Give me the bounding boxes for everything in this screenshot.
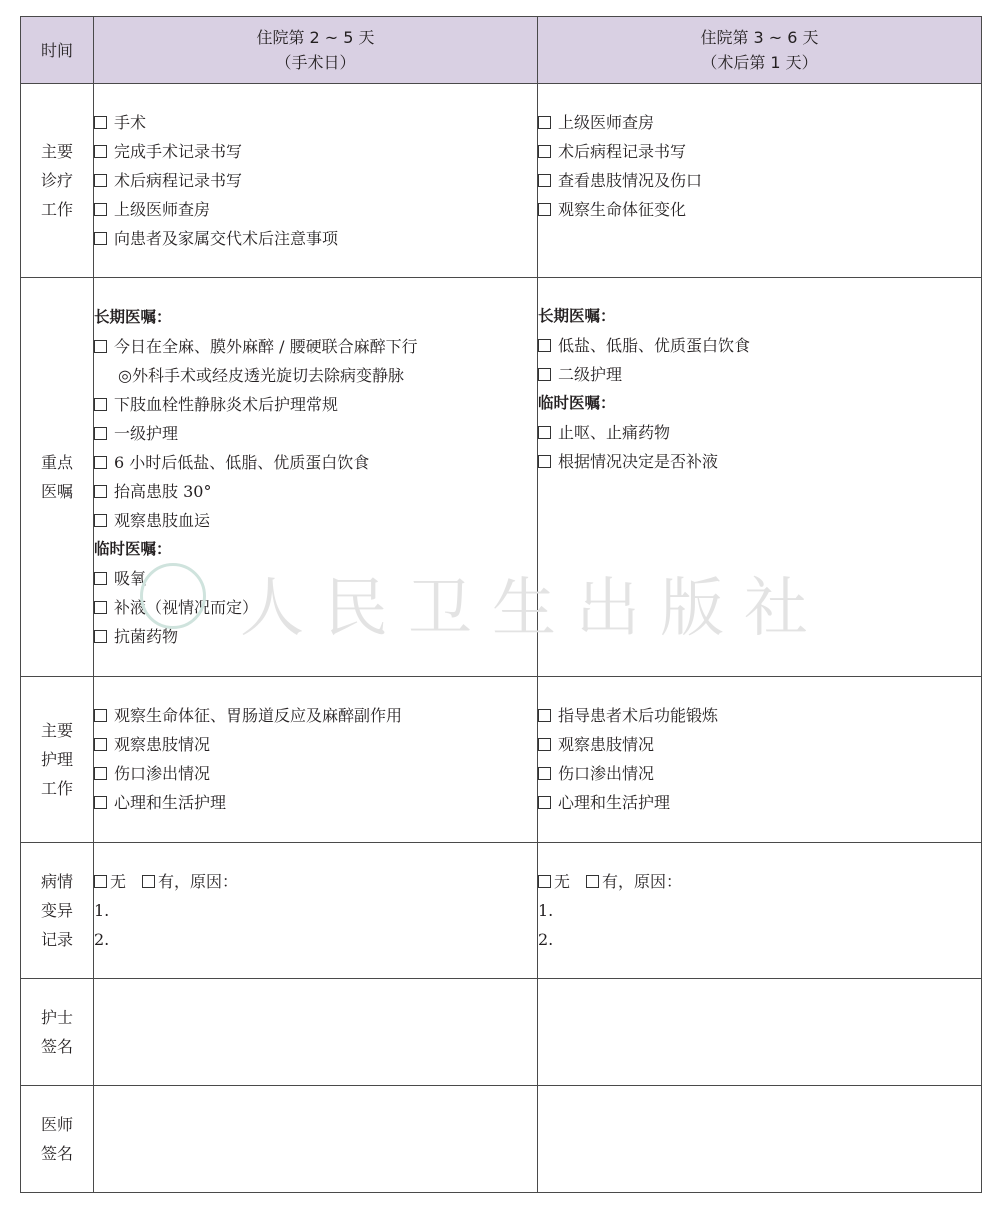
row-label-line: 医师 <box>40 1115 73 1134</box>
checklist-item[interactable] <box>94 759 537 788</box>
row-label-line: 诊疗 <box>40 171 73 190</box>
no-variation-checkbox[interactable] <box>94 875 107 888</box>
checklist-item[interactable] <box>94 506 537 535</box>
checklist-item[interactable] <box>538 418 981 447</box>
item-text: 指导患者术后功能锻炼 <box>558 706 719 725</box>
checkbox[interactable] <box>94 630 107 643</box>
main-work-col2 <box>538 84 982 278</box>
item-text: 心理和生活护理 <box>558 793 671 812</box>
yes-label: 有，原因： <box>602 872 683 891</box>
item-text: 观察患肢血运 <box>114 511 211 530</box>
checklist-item[interactable] <box>94 730 537 759</box>
reason-line-2[interactable]: 2. <box>94 930 110 949</box>
row-label-line: 变异 <box>40 901 73 920</box>
row-label-line: 主要 <box>40 721 73 740</box>
day-3-6-header <box>538 17 982 84</box>
doctor-signature-field-2[interactable] <box>538 1086 982 1193</box>
checkbox[interactable] <box>94 485 107 498</box>
item-text: 上级医师查房 <box>558 113 655 132</box>
item-text: 伤口渗出情况 <box>114 764 211 783</box>
checklist-item[interactable] <box>94 224 537 253</box>
checkbox[interactable] <box>94 398 107 411</box>
row-label-line: 病情 <box>40 872 73 891</box>
checkbox[interactable] <box>538 339 551 352</box>
item-text: 6 小时后低盐、低脂、优质蛋白饮食 <box>114 453 370 472</box>
header-row <box>21 17 982 84</box>
checklist-item[interactable] <box>94 390 537 419</box>
variation-col2 <box>538 843 982 979</box>
checklist-item[interactable] <box>94 622 537 651</box>
row-label-line: 护理 <box>40 750 73 769</box>
checklist-item[interactable] <box>94 419 537 448</box>
checklist-item[interactable] <box>538 788 981 817</box>
checkbox[interactable] <box>94 232 107 245</box>
checklist-item[interactable] <box>538 331 981 360</box>
nurse-sign-row <box>21 979 982 1086</box>
checkbox[interactable] <box>538 767 551 780</box>
long-term-orders-heading: 长期医嘱： <box>538 307 616 325</box>
variation-choice <box>538 867 981 896</box>
checklist-item[interactable] <box>94 195 537 224</box>
temporary-orders-heading: 临时医嘱： <box>94 540 172 558</box>
item-text: 观察患肢情况 <box>558 735 655 754</box>
checkbox[interactable] <box>94 427 107 440</box>
day-2-5-header <box>94 17 538 84</box>
item-text: 观察生命体征变化 <box>558 200 687 219</box>
checklist-item[interactable] <box>538 447 981 476</box>
has-variation-checkbox[interactable] <box>142 875 155 888</box>
item-text: 向患者及家属交代术后注意事项 <box>114 229 339 248</box>
checkbox[interactable] <box>94 601 107 614</box>
checklist-item[interactable] <box>94 701 537 730</box>
time-header: 时间 <box>21 17 94 84</box>
checkbox[interactable] <box>538 455 551 468</box>
item-text: 二级护理 <box>558 365 623 384</box>
checkbox[interactable] <box>94 796 107 809</box>
reason-line-2[interactable]: 2. <box>538 930 554 949</box>
checkbox[interactable] <box>94 203 107 216</box>
no-variation-checkbox[interactable] <box>538 875 551 888</box>
checkbox[interactable] <box>538 796 551 809</box>
checkbox[interactable] <box>94 340 107 353</box>
main-work-label <box>21 84 94 278</box>
checklist-item[interactable] <box>538 166 981 195</box>
no-label: 无 <box>110 872 127 891</box>
checkbox[interactable] <box>538 203 551 216</box>
checkbox[interactable] <box>94 145 107 158</box>
row-label-line: 记录 <box>40 930 73 949</box>
row-label-line: 医嘱 <box>40 482 73 501</box>
item-text: 根据情况决定是否补液 <box>558 452 719 471</box>
checklist-item[interactable] <box>538 730 981 759</box>
item-text: 上级医师查房 <box>114 200 211 219</box>
item-text: 止呕、止痛药物 <box>558 423 671 442</box>
postop-day1-subtitle: （术后第 1 天） <box>701 53 818 72</box>
checklist-item-continuation: ◎外科手术或经皮透光旋切去除病变静脉 <box>118 366 404 385</box>
checkbox[interactable] <box>94 514 107 527</box>
checklist-item[interactable] <box>94 593 537 622</box>
item-text: 伤口渗出情况 <box>558 764 655 783</box>
checklist-item[interactable] <box>538 137 981 166</box>
item-text: 心理和生活护理 <box>114 793 227 812</box>
item-text: 观察生命体征、胃肠道反应及麻醉副作用 <box>114 706 403 725</box>
variation-choice <box>94 867 537 896</box>
checkbox[interactable] <box>538 116 551 129</box>
checkbox[interactable] <box>94 767 107 780</box>
item-text: 低盐、低脂、优质蛋白饮食 <box>558 336 751 355</box>
checklist-item[interactable] <box>538 360 981 389</box>
doctor-sign-label <box>21 1086 94 1193</box>
checkbox[interactable] <box>538 426 551 439</box>
nursing-row <box>21 677 982 843</box>
row-label-line: 重点 <box>40 453 73 472</box>
orders-row <box>21 278 982 677</box>
checkbox[interactable] <box>538 368 551 381</box>
no-label: 无 <box>554 872 571 891</box>
checklist-item[interactable] <box>94 477 537 506</box>
checklist-item[interactable] <box>538 759 981 788</box>
item-text: 查看患肢情况及伤口 <box>558 171 703 190</box>
variation-col1 <box>94 843 538 979</box>
row-label-line: 工作 <box>40 779 73 798</box>
row-label-line: 主要 <box>40 142 73 161</box>
item-text: 完成手术记录书写 <box>114 142 243 161</box>
checklist-item[interactable] <box>538 195 981 224</box>
nurse-signature-field-2[interactable] <box>538 979 982 1086</box>
checklist-item[interactable] <box>94 166 537 195</box>
watermark-text: 人民卫生出版社 <box>240 572 828 646</box>
checklist-item[interactable] <box>94 332 537 361</box>
doctor-sign-row <box>21 1086 982 1193</box>
checklist-item[interactable] <box>94 137 537 166</box>
long-term-orders-heading: 长期医嘱： <box>94 308 172 326</box>
day-2-5-title: 住院第 2 ~ 5 天 <box>256 28 375 47</box>
item-text: 一级护理 <box>114 424 179 443</box>
nursing-label <box>21 677 94 843</box>
item-text: 观察患肢情况 <box>114 735 211 754</box>
orders-col2 <box>538 278 982 677</box>
variation-label <box>21 843 94 979</box>
checkbox[interactable] <box>94 709 107 722</box>
checklist-item[interactable] <box>94 788 537 817</box>
checkbox[interactable] <box>94 738 107 751</box>
checkbox[interactable] <box>538 145 551 158</box>
row-label-line: 工作 <box>40 200 73 219</box>
row-label-line: 签名 <box>40 1144 73 1163</box>
variation-row <box>21 843 982 979</box>
reason-line-1[interactable]: 1. <box>94 901 110 920</box>
yes-label: 有，原因： <box>158 872 239 891</box>
item-text: 吸氧 <box>114 569 147 588</box>
item-text: 术后病程记录书写 <box>558 142 687 161</box>
row-label-line: 签名 <box>40 1037 73 1056</box>
checklist-item[interactable] <box>94 448 537 477</box>
item-text: 手术 <box>114 113 147 132</box>
checkbox[interactable] <box>94 174 107 187</box>
row-label-line: 护士 <box>40 1008 73 1027</box>
day-3-6-title: 住院第 3 ~ 6 天 <box>700 28 819 47</box>
clinical-pathway-table <box>20 16 982 1193</box>
doctor-signature-field-1[interactable] <box>94 1086 538 1193</box>
checklist-item[interactable] <box>538 701 981 730</box>
nurse-signature-field-1[interactable] <box>94 979 538 1086</box>
temporary-orders-heading: 临时医嘱： <box>538 394 616 412</box>
checkbox[interactable] <box>94 572 107 585</box>
has-variation-checkbox[interactable] <box>586 875 599 888</box>
item-text: 补液（视情况而定） <box>114 598 259 617</box>
item-text: 今日在全麻、膜外麻醉 / 腰硬联合麻醉下行 <box>114 337 418 356</box>
checklist-item[interactable] <box>94 564 537 593</box>
checkbox[interactable] <box>538 174 551 187</box>
nursing-col2 <box>538 677 982 843</box>
nurse-sign-label <box>21 979 94 1086</box>
checkbox[interactable] <box>538 738 551 751</box>
main-work-row <box>21 84 982 278</box>
main-work-col1 <box>94 84 538 278</box>
checkbox[interactable] <box>94 116 107 129</box>
checkbox[interactable] <box>94 456 107 469</box>
checklist-item[interactable] <box>538 108 981 137</box>
item-text: 抗菌药物 <box>114 627 179 646</box>
checklist-item[interactable] <box>94 108 537 137</box>
checkbox[interactable] <box>538 709 551 722</box>
nursing-col1 <box>94 677 538 843</box>
orders-label <box>21 278 94 677</box>
reason-line-1[interactable]: 1. <box>538 901 554 920</box>
orders-col1 <box>94 278 538 677</box>
item-text: 抬高患肢 30° <box>114 482 212 501</box>
surgery-day-subtitle: （手术日） <box>275 53 356 72</box>
item-text: 术后病程记录书写 <box>114 171 243 190</box>
item-text: 下肢血栓性静脉炎术后护理常规 <box>114 395 339 414</box>
